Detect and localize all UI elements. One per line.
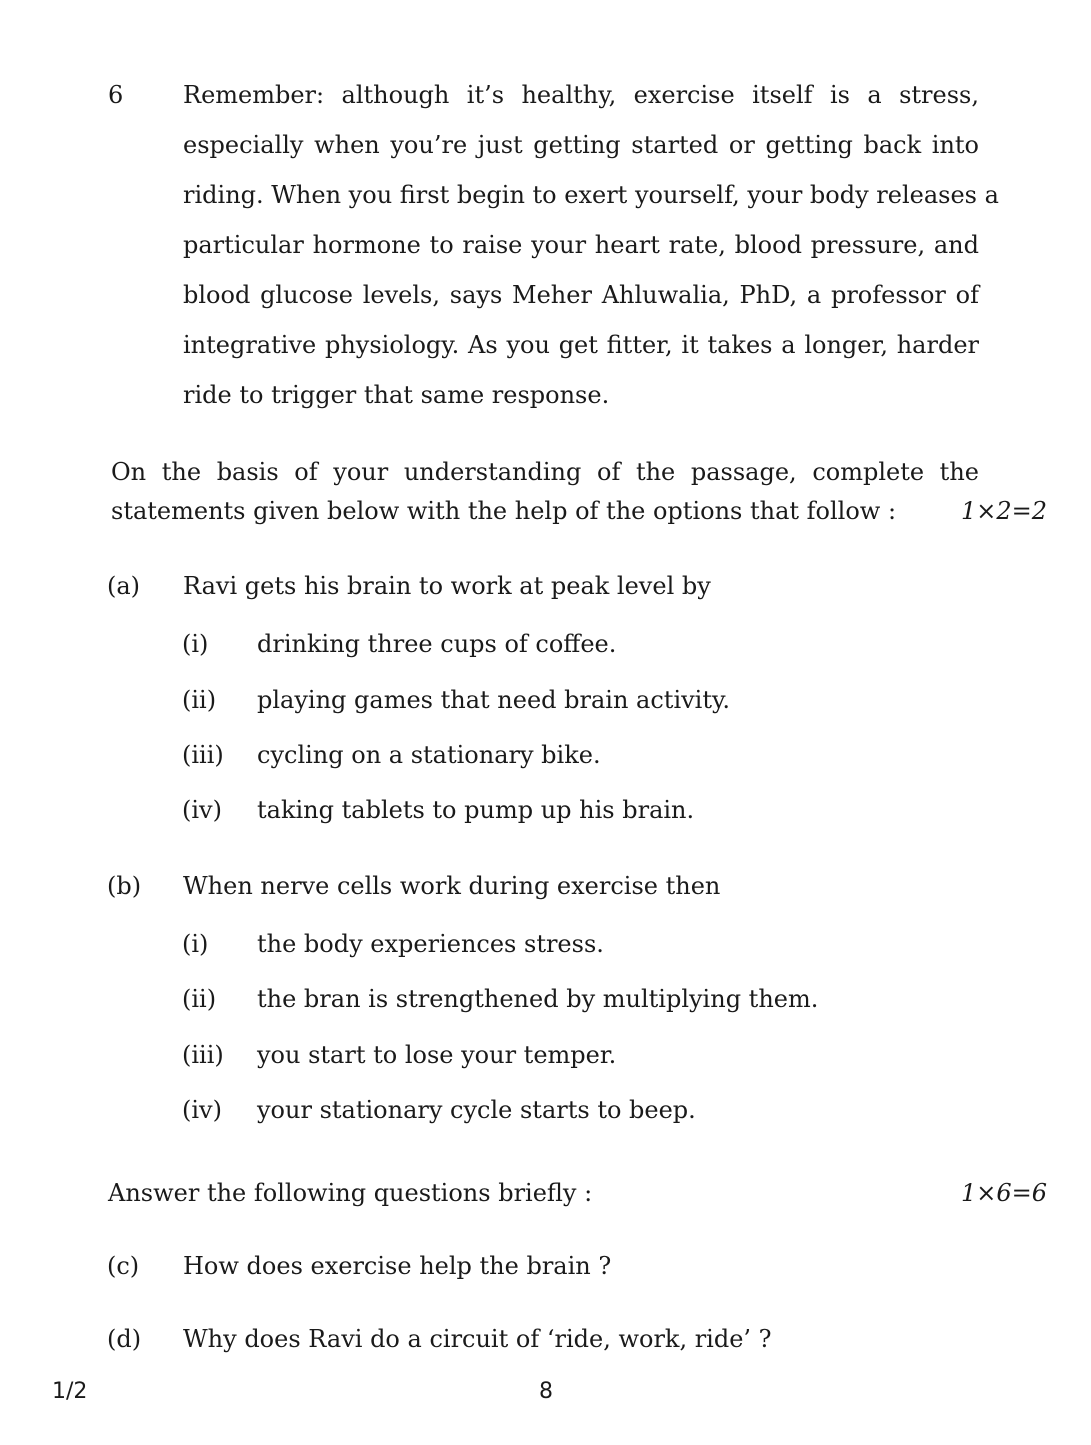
option-text: you start to lose your temper. [257, 1041, 617, 1069]
short-answer-marks: 1×6=6 [961, 1179, 1048, 1207]
footer-set-code: 1/2 [52, 1379, 88, 1404]
option-text: your stationary cycle starts to beep. [257, 1096, 696, 1124]
passage-line: particular hormone to raise your heart rate, blood pressure, and [183, 231, 979, 259]
question-label: (d) [107, 1325, 142, 1353]
question-text: Ravi gets his brain to work at peak level by [183, 572, 711, 600]
passage-line: integrative physiology. As you get fitter, it takes a longer, harder [183, 331, 979, 359]
option-label: (iv) [182, 796, 222, 824]
question-label: (a) [107, 572, 141, 600]
option-label: (iii) [182, 741, 224, 769]
option-label: (iii) [182, 1041, 224, 1069]
passage-line: riding. When you first begin to exert yourself, your body releases a [183, 181, 999, 209]
option-label: (ii) [182, 985, 217, 1013]
passage-line: blood glucose levels, says Meher Ahluwalia, PhD, a professor of [183, 281, 979, 309]
mcq-marks: 1×2=2 [961, 497, 1048, 525]
question-label: (b) [107, 872, 142, 900]
option-text: the body experiences stress. [257, 930, 604, 958]
instruction-line: On the basis of your understanding of the passage, complete the [111, 458, 979, 486]
passage-line: especially when you’re just getting started or getting back into [183, 131, 979, 159]
option-label: (i) [182, 930, 209, 958]
option-text: cycling on a stationary bike. [257, 741, 601, 769]
question-text: Why does Ravi do a circuit of ‘ride, work, ride’ ? [183, 1325, 772, 1353]
passage-line: Remember: although it’s healthy, exercise itself is a stress, [183, 81, 979, 109]
question-text: When nerve cells work during exercise then [183, 872, 721, 900]
option-text: taking tablets to pump up his brain. [257, 796, 695, 824]
passage-line: ride to trigger that same response. [183, 381, 610, 409]
option-label: (ii) [182, 686, 217, 714]
question-label: (c) [107, 1252, 140, 1280]
option-text: playing games that need brain activity. [257, 686, 731, 714]
option-label: (i) [182, 630, 209, 658]
question-text: How does exercise help the brain ? [183, 1252, 612, 1280]
option-text: drinking three cups of coffee. [257, 630, 617, 658]
page-number: 8 [539, 1379, 553, 1404]
instruction-line: statements given below with the help of the options that follow : [111, 497, 897, 525]
short-answer-instruction: Answer the following questions briefly : [108, 1179, 593, 1207]
option-label: (iv) [182, 1096, 222, 1124]
option-text: the bran is strengthened by multiplying them. [257, 985, 819, 1013]
paragraph-number: 6 [108, 81, 124, 109]
